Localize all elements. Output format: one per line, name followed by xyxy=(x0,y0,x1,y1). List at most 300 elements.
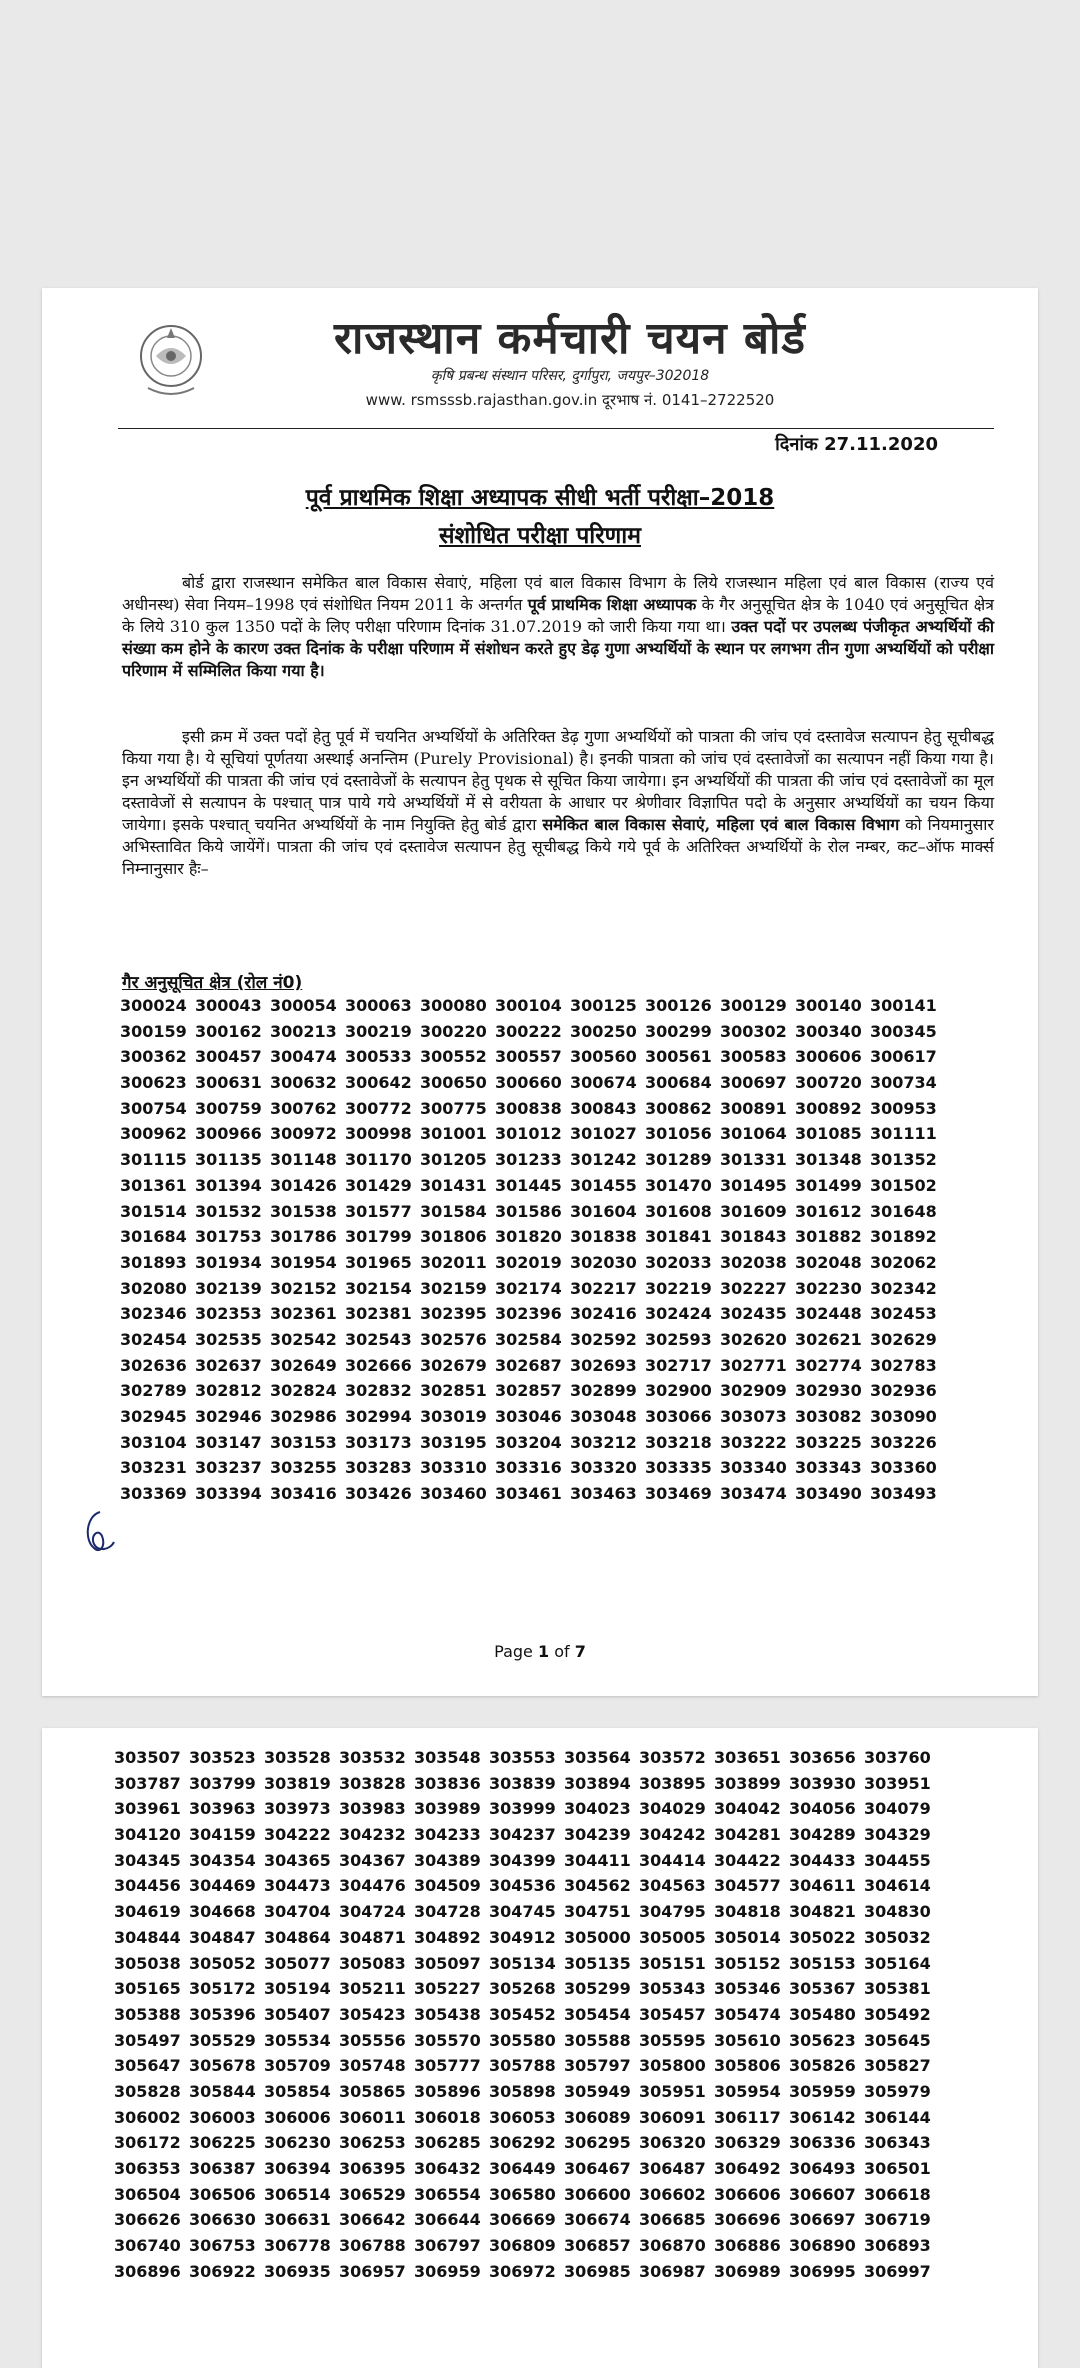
roll-number: 304345 xyxy=(114,1850,181,1870)
signature-mark xyxy=(80,1506,120,1556)
roll-number: 300838 xyxy=(495,1098,562,1118)
roll-number: 303564 xyxy=(564,1748,631,1767)
roll-number: 303983 xyxy=(339,1799,406,1819)
roll-number: 302994 xyxy=(345,1407,412,1426)
roll-number: 303787 xyxy=(114,1773,181,1793)
roll-number: 306353 xyxy=(114,2159,181,2178)
roll-number: 305896 xyxy=(414,2081,481,2101)
roll-number: 303073 xyxy=(720,1407,787,1426)
roll-number: 300362 xyxy=(120,1047,187,1067)
roll-number: 304847 xyxy=(189,1927,256,1947)
roll-number: 300104 xyxy=(495,996,562,1015)
roll-number: 300720 xyxy=(795,1073,862,1093)
roll-number: 305844 xyxy=(189,2081,256,2101)
roll-number: 305194 xyxy=(264,1979,331,1999)
roll-number: 302649 xyxy=(270,1355,337,1375)
roll-number: 305227 xyxy=(414,1979,481,1999)
roll-number: 305077 xyxy=(264,1953,331,1973)
roll-number: 303335 xyxy=(645,1458,712,1478)
roll-number: 306172 xyxy=(114,2133,181,2153)
roll-number: 303490 xyxy=(795,1484,862,1504)
roll-number: 304830 xyxy=(864,1902,931,1922)
roll-number: 302342 xyxy=(870,1278,937,1298)
roll-number: 300299 xyxy=(645,1021,712,1041)
roll-number: 303951 xyxy=(864,1773,931,1793)
roll-number: 305709 xyxy=(264,2056,331,2076)
roll-number: 302620 xyxy=(720,1329,787,1349)
roll-number: 306989 xyxy=(714,2261,781,2281)
roll-number: 304751 xyxy=(564,1902,631,1922)
roll-number: 301085 xyxy=(795,1124,862,1144)
roll-number: 305645 xyxy=(864,2030,931,2050)
paragraph-2 xyxy=(122,726,994,880)
p2-department: समेकित बाल विकास सेवाएं, महिला एवं बाल विकास विभाग xyxy=(542,815,900,834)
roll-number: 302154 xyxy=(345,1278,412,1298)
roll-number: 305151 xyxy=(639,1953,706,1973)
roll-number: 302030 xyxy=(570,1252,637,1272)
roll-number: 303237 xyxy=(195,1458,262,1478)
board-contact xyxy=(42,390,1038,410)
roll-number: 305898 xyxy=(489,2081,556,2101)
roll-number: 302416 xyxy=(570,1304,637,1324)
roll-number: 300159 xyxy=(120,1021,187,1041)
roll-number: 305588 xyxy=(564,2030,631,2050)
roll-number: 306253 xyxy=(339,2133,406,2153)
roll-number: 300606 xyxy=(795,1047,862,1067)
roll-number: 302899 xyxy=(570,1381,637,1401)
roll-number: 300474 xyxy=(270,1047,337,1067)
p1-text-a: बोर्ड द्वारा राजस्थान समेकित बाल विकास सेवाएं, महिला एवं बाल विकास विभाग के लिये राजस्थान महिला एवं बाल विकास (राज्य एवं अधीनस्थ) सेवा नियम–1998 एवं संशोधित नियम 2011 के अन्तर्गत xyxy=(122,573,994,614)
roll-number: 301111 xyxy=(870,1124,937,1144)
roll-number: 306987 xyxy=(639,2261,706,2281)
roll-number: 303828 xyxy=(339,1773,406,1793)
roll-number: 302812 xyxy=(195,1381,262,1401)
roll-number: 301135 xyxy=(195,1150,262,1170)
roll-number: 301012 xyxy=(495,1124,562,1144)
roll-number: 301429 xyxy=(345,1175,412,1195)
roll-number: 306011 xyxy=(339,2107,406,2127)
roll-number: 306959 xyxy=(414,2261,481,2281)
roll-number: 302771 xyxy=(720,1355,787,1375)
roll-number: 305152 xyxy=(714,1953,781,1973)
roll-number: 301577 xyxy=(345,1201,412,1221)
roll-number: 301115 xyxy=(120,1150,187,1170)
roll-number: 305788 xyxy=(489,2056,556,2076)
roll-number: 302789 xyxy=(120,1381,187,1401)
roll-number: 305492 xyxy=(864,2004,931,2024)
roll-number: 301445 xyxy=(495,1175,562,1195)
p1-text-b: के गैर अनुसूचित क्षेत्र के 1040 एवं अनुसूचित क्षेत्र के लिये 310 कुल 1350 पदों के लिए परीक्षा परिणाम दिनांक 31.07.2019 को जारी किया गया था। xyxy=(122,595,995,636)
roll-number: 306144 xyxy=(864,2107,931,2127)
roll-number: 302542 xyxy=(270,1329,337,1349)
roll-number: 301233 xyxy=(495,1150,562,1170)
page-prefix: Page xyxy=(494,1642,533,1661)
roll-number: 301331 xyxy=(720,1150,787,1170)
roll-number: 300674 xyxy=(570,1073,637,1093)
roll-number: 305828 xyxy=(114,2081,181,2101)
roll-number: 305580 xyxy=(489,2030,556,2050)
roll-number: 301289 xyxy=(645,1150,712,1170)
roll-number: 302038 xyxy=(720,1252,787,1272)
roll-number: 303255 xyxy=(270,1458,337,1478)
roll-number: 303507 xyxy=(114,1748,181,1767)
roll-number: 302832 xyxy=(345,1381,412,1401)
roll-number: 306487 xyxy=(639,2159,706,2178)
roll-number: 300697 xyxy=(720,1073,787,1093)
roll-number: 301892 xyxy=(870,1227,937,1247)
roll-number: 304239 xyxy=(564,1825,631,1845)
roll-number: 305800 xyxy=(639,2056,706,2076)
roll-number: 303212 xyxy=(570,1432,637,1452)
roll-number: 302424 xyxy=(645,1304,712,1324)
roll-number: 305153 xyxy=(789,1953,856,1973)
roll-number: 305556 xyxy=(339,2030,406,2050)
roll-number: 301455 xyxy=(570,1175,637,1195)
roll-number: 302687 xyxy=(495,1355,562,1375)
roll-number: 302936 xyxy=(870,1381,937,1401)
roll-number: 303548 xyxy=(414,1748,481,1767)
roll-number: 301786 xyxy=(270,1227,337,1247)
roll-number: 300561 xyxy=(645,1047,712,1067)
roll-number: 303340 xyxy=(720,1458,787,1478)
roll-number: 302774 xyxy=(795,1355,862,1375)
roll-number: 304399 xyxy=(489,1850,556,1870)
roll-number: 303222 xyxy=(720,1432,787,1452)
roll-number: 302679 xyxy=(420,1355,487,1375)
roll-number: 306997 xyxy=(864,2261,931,2281)
roll-number: 300762 xyxy=(270,1098,337,1118)
roll-number: 306117 xyxy=(714,2107,781,2127)
roll-number: 304414 xyxy=(639,1850,706,1870)
roll-number: 305827 xyxy=(864,2056,931,2076)
roll-number: 303651 xyxy=(714,1748,781,1767)
roll-number: 304728 xyxy=(414,1902,481,1922)
roll-number: 306985 xyxy=(564,2261,631,2281)
roll-number: 301064 xyxy=(720,1124,787,1144)
roll-number: 302930 xyxy=(795,1381,862,1401)
roll-number: 302395 xyxy=(420,1304,487,1324)
roll-number: 304365 xyxy=(264,1850,331,1870)
roll-number: 300222 xyxy=(495,1021,562,1041)
roll-number: 301495 xyxy=(720,1175,787,1195)
roll-number: 300684 xyxy=(645,1073,712,1093)
roll-number: 306504 xyxy=(114,2184,181,2204)
roll-number: 304079 xyxy=(864,1799,931,1819)
roll-number: 306797 xyxy=(414,2236,481,2256)
roll-number: 304871 xyxy=(339,1927,406,1947)
roll-number: 303799 xyxy=(189,1773,256,1793)
roll-number: 304056 xyxy=(789,1799,856,1819)
roll-number: 306343 xyxy=(864,2133,931,2153)
roll-number: 304389 xyxy=(414,1850,481,1870)
roll-number: 302227 xyxy=(720,1278,787,1298)
roll-number: 306642 xyxy=(339,2210,406,2230)
roll-number: 301799 xyxy=(345,1227,412,1247)
roll-number: 301604 xyxy=(570,1201,637,1221)
roll-number: 301753 xyxy=(195,1227,262,1247)
roll-number: 305038 xyxy=(114,1953,181,1973)
roll-number: 301027 xyxy=(570,1124,637,1144)
roll-number: 305211 xyxy=(339,1979,406,1999)
roll-number: 306669 xyxy=(489,2210,556,2230)
roll-number: 303316 xyxy=(495,1458,562,1478)
roll-number: 305423 xyxy=(339,2004,406,2024)
board-address: कृषि प्रबन्ध संस्थान परिसर, दुर्गापुरा, जयपुर–302018 xyxy=(430,368,710,384)
roll-number: 303225 xyxy=(795,1432,862,1452)
roll-number: 305172 xyxy=(189,1979,256,1999)
roll-number: 306387 xyxy=(189,2159,256,2178)
roll-number: 301934 xyxy=(195,1252,262,1272)
roll-number: 306142 xyxy=(789,2107,856,2127)
roll-number: 305647 xyxy=(114,2056,181,2076)
roll-number: 303839 xyxy=(489,1773,556,1793)
roll-number: 300557 xyxy=(495,1047,562,1067)
roll-number: 302900 xyxy=(645,1381,712,1401)
roll-number: 306606 xyxy=(714,2184,781,2204)
roll-number: 305474 xyxy=(714,2004,781,2024)
roll-number: 300126 xyxy=(645,996,712,1015)
roll-number: 304476 xyxy=(339,1876,406,1896)
roll-number: 304563 xyxy=(639,1876,706,1896)
roll-number: 306935 xyxy=(264,2261,331,2281)
roll-number: 301538 xyxy=(270,1201,337,1221)
roll-number: 300340 xyxy=(795,1021,862,1041)
roll-number: 306778 xyxy=(264,2236,331,2256)
roll-number: 302576 xyxy=(420,1329,487,1349)
roll-number: 301394 xyxy=(195,1175,262,1195)
roll-number: 306631 xyxy=(264,2210,331,2230)
roll-number: 305748 xyxy=(339,2056,406,2076)
roll-number: 302851 xyxy=(420,1381,487,1401)
roll-number: 306644 xyxy=(414,2210,481,2230)
roll-number: 303310 xyxy=(420,1458,487,1478)
roll-number: 300140 xyxy=(795,996,862,1015)
roll-number: 302381 xyxy=(345,1304,412,1324)
roll-number: 301205 xyxy=(420,1150,487,1170)
roll-number: 305534 xyxy=(264,2030,331,2050)
roll-number: 306972 xyxy=(489,2261,556,2281)
roll-number: 304237 xyxy=(489,1825,556,1845)
roll-number: 304795 xyxy=(639,1902,706,1922)
roll-number: 303532 xyxy=(339,1748,406,1767)
roll-number: 303283 xyxy=(345,1458,412,1478)
roll-number: 300843 xyxy=(570,1098,637,1118)
roll-number: 306395 xyxy=(339,2159,406,2178)
board-website: www. rsmsssb.rajasthan.gov.in xyxy=(365,391,598,409)
roll-number: 301893 xyxy=(120,1252,187,1272)
roll-number: 304367 xyxy=(339,1850,406,1870)
roll-number: 305949 xyxy=(564,2081,631,2101)
date-value: 27.11.2020 xyxy=(824,434,938,455)
page-of: of xyxy=(554,1642,570,1661)
roll-number: 305678 xyxy=(189,2056,256,2076)
roll-number: 303226 xyxy=(870,1432,937,1452)
roll-number: 304120 xyxy=(114,1825,181,1845)
roll-number: 305457 xyxy=(639,2004,706,2024)
roll-number-grid-page-2 xyxy=(114,1748,939,2287)
roll-number: 304536 xyxy=(489,1876,556,1896)
roll-number: 305005 xyxy=(639,1927,706,1947)
roll-number: 305052 xyxy=(189,1953,256,1973)
roll-number: 300966 xyxy=(195,1124,262,1144)
roll-number: 306890 xyxy=(789,2236,856,2256)
roll-number: 300623 xyxy=(120,1073,187,1093)
roll-number: 300617 xyxy=(870,1047,937,1067)
roll-number: 302011 xyxy=(420,1252,487,1272)
roll-number: 302946 xyxy=(195,1407,262,1426)
roll-number: 306602 xyxy=(639,2184,706,2204)
roll-number: 302717 xyxy=(645,1355,712,1375)
roll-number: 302346 xyxy=(120,1304,187,1324)
roll-number: 306554 xyxy=(414,2184,481,2204)
roll-number: 300862 xyxy=(645,1098,712,1118)
roll-number: 300129 xyxy=(720,996,787,1015)
roll-number: 301499 xyxy=(795,1175,862,1195)
roll-number: 301820 xyxy=(495,1227,562,1247)
roll-number: 306292 xyxy=(489,2133,556,2153)
roll-number: 301584 xyxy=(420,1201,487,1221)
roll-number: 302152 xyxy=(270,1278,337,1298)
page-footer xyxy=(42,1642,1038,1661)
roll-number: 306896 xyxy=(114,2261,181,2281)
roll-number: 303048 xyxy=(570,1407,637,1426)
roll-number: 301148 xyxy=(270,1150,337,1170)
roll-number: 306006 xyxy=(264,2107,331,2127)
roll-number: 303836 xyxy=(414,1773,481,1793)
p2-text-a: इसी क्रम में उक्त पदों हेतु पूर्व में चयनित अभ्यर्थियों के अतिरिक्त डेढ़ गुणा अभ्यर्थियों को पात्रता की जांच एवं दस्तावेज सत्यापन हेतु सूचीबद्ध किया गया है। ये सूचियां पूर्णतया अस्थाई अनन्तिम (Purely Provisional) है। इनकी पात्रता को जांच एवं दस्तावेजों का सत्यापन नहीं किया गया है। इन अभ्यर्थियों की पात्रता की जांच एवं दस्तावेजों के सत्यापन हेतु पृथक से सूचित किया जायेगा। इन अभ्यर्थियों की पात्रता की जांच एवं दस्तावेजों का मूल दस्तावेजों से सत्यापन के पश्चात् पात्र पाये गये अभ्यर्थियों में से वरीयता के आधार पर श्रेणीवार विज्ञापित पदो के अनुसार अभ्यर्थियों का चयन किया जायेगा। इसके पश्चात् चयनित अभ्यर्थियों के नाम नियुक्ति हेतु बोर्ड द्वारा xyxy=(122,727,994,834)
roll-number: 301431 xyxy=(420,1175,487,1195)
roll-number: 302535 xyxy=(195,1329,262,1349)
roll-number: 305014 xyxy=(714,1927,781,1947)
roll-number: 303461 xyxy=(495,1484,562,1504)
roll-number: 302986 xyxy=(270,1407,337,1426)
roll-number: 302019 xyxy=(495,1252,562,1272)
roll-number: 302230 xyxy=(795,1278,862,1298)
roll-number: 302945 xyxy=(120,1407,187,1426)
phone-number: 0141–2722520 xyxy=(661,391,775,409)
roll-number: 303173 xyxy=(345,1432,412,1452)
header-divider xyxy=(118,428,994,429)
roll-number: 302693 xyxy=(570,1355,637,1375)
roll-number: 302453 xyxy=(870,1304,937,1324)
roll-number: 306630 xyxy=(189,2210,256,2230)
roll-number: 300125 xyxy=(570,996,637,1015)
roll-number: 304281 xyxy=(714,1825,781,1845)
roll-number: 302621 xyxy=(795,1329,862,1349)
paragraph-1 xyxy=(122,572,994,682)
roll-number: 303930 xyxy=(789,1773,856,1793)
page-total: 7 xyxy=(574,1642,586,1661)
roll-number: 305268 xyxy=(489,1979,556,1999)
roll-number: 303231 xyxy=(120,1458,187,1478)
roll-number: 303066 xyxy=(645,1407,712,1426)
p2-text-b: को नियमानुसार अभिस्तावित किये जायेंगें। पात्रता की जांच एवं दस्तावेज सत्यापन हेतु सूचीबद्ध किये गये पूर्व के अतिरिक्त अभ्यर्थियों के रोल नम्बर, कट–ऑफ मार्क्स निम्नानुसार हैः– xyxy=(122,815,994,878)
roll-number: 302080 xyxy=(120,1278,187,1298)
roll-number: 304704 xyxy=(264,1902,331,1922)
roll-number: 305097 xyxy=(414,1953,481,1973)
roll-number: 300892 xyxy=(795,1098,862,1118)
roll-number: 303572 xyxy=(639,1748,706,1767)
roll-number: 305865 xyxy=(339,2081,406,2101)
roll-number: 306493 xyxy=(789,2159,856,2178)
roll-number: 306225 xyxy=(189,2133,256,2153)
roll-number: 301954 xyxy=(270,1252,337,1272)
roll-number: 304289 xyxy=(789,1825,856,1845)
roll-number: 304562 xyxy=(564,1876,631,1896)
roll-number: 304614 xyxy=(864,1876,931,1896)
roll-number: 304233 xyxy=(414,1825,481,1845)
roll-number: 306295 xyxy=(564,2133,631,2153)
roll-number: 304422 xyxy=(714,1850,781,1870)
roll-number: 304042 xyxy=(714,1799,781,1819)
roll-number: 306003 xyxy=(189,2107,256,2127)
roll-number: 303961 xyxy=(114,1799,181,1819)
roll-number: 304611 xyxy=(789,1876,856,1896)
roll-number: 304455 xyxy=(864,1850,931,1870)
roll-number: 303973 xyxy=(264,1799,331,1819)
roll-number: 305959 xyxy=(789,2081,856,2101)
roll-number: 302353 xyxy=(195,1304,262,1324)
roll-number: 306501 xyxy=(864,2159,931,2178)
roll-number: 305979 xyxy=(864,2081,931,2101)
roll-number: 300631 xyxy=(195,1073,262,1093)
roll-number: 305529 xyxy=(189,2030,256,2050)
roll-number: 306514 xyxy=(264,2184,331,2204)
roll-number: 302174 xyxy=(495,1278,562,1298)
roll-number: 304232 xyxy=(339,1825,406,1845)
roll-number: 300024 xyxy=(120,996,187,1015)
roll-number: 300080 xyxy=(420,996,487,1015)
roll-number: 306696 xyxy=(714,2210,781,2230)
roll-number: 300972 xyxy=(270,1124,337,1144)
roll-number: 301001 xyxy=(420,1124,487,1144)
roll-number: 304912 xyxy=(489,1927,556,1947)
roll-number: 303195 xyxy=(420,1432,487,1452)
phone-label: दूरभाष नं. xyxy=(602,391,658,409)
roll-number: 301348 xyxy=(795,1150,862,1170)
roll-number: 306618 xyxy=(864,2184,931,2204)
roll-number: 301470 xyxy=(645,1175,712,1195)
roll-number: 306053 xyxy=(489,2107,556,2127)
roll-number: 304668 xyxy=(189,1902,256,1922)
roll-number: 301532 xyxy=(195,1201,262,1221)
roll-number: 303895 xyxy=(639,1773,706,1793)
document-page-1 xyxy=(42,288,1038,1696)
roll-number: 301514 xyxy=(120,1201,187,1221)
roll-number: 305083 xyxy=(339,1953,406,1973)
roll-number: 300650 xyxy=(420,1073,487,1093)
roll-number: 300457 xyxy=(195,1047,262,1067)
roll-number: 305022 xyxy=(789,1927,856,1947)
roll-number: 303360 xyxy=(870,1458,937,1478)
roll-number: 304509 xyxy=(414,1876,481,1896)
roll-number: 301609 xyxy=(720,1201,787,1221)
roll-number: 300962 xyxy=(120,1124,187,1144)
roll-number: 300162 xyxy=(195,1021,262,1041)
roll-number: 306740 xyxy=(114,2236,181,2256)
roll-number: 304456 xyxy=(114,1876,181,1896)
roll-number: 304433 xyxy=(789,1850,856,1870)
roll-number: 306018 xyxy=(414,2107,481,2127)
roll-number: 302048 xyxy=(795,1252,862,1272)
roll-number: 304473 xyxy=(264,1876,331,1896)
roll-number: 302361 xyxy=(270,1304,337,1324)
roll-number: 303204 xyxy=(495,1432,562,1452)
roll-number: 306449 xyxy=(489,2159,556,2178)
roll-number: 306580 xyxy=(489,2184,556,2204)
roll-number: 300302 xyxy=(720,1021,787,1041)
roll-number: 306506 xyxy=(189,2184,256,2204)
